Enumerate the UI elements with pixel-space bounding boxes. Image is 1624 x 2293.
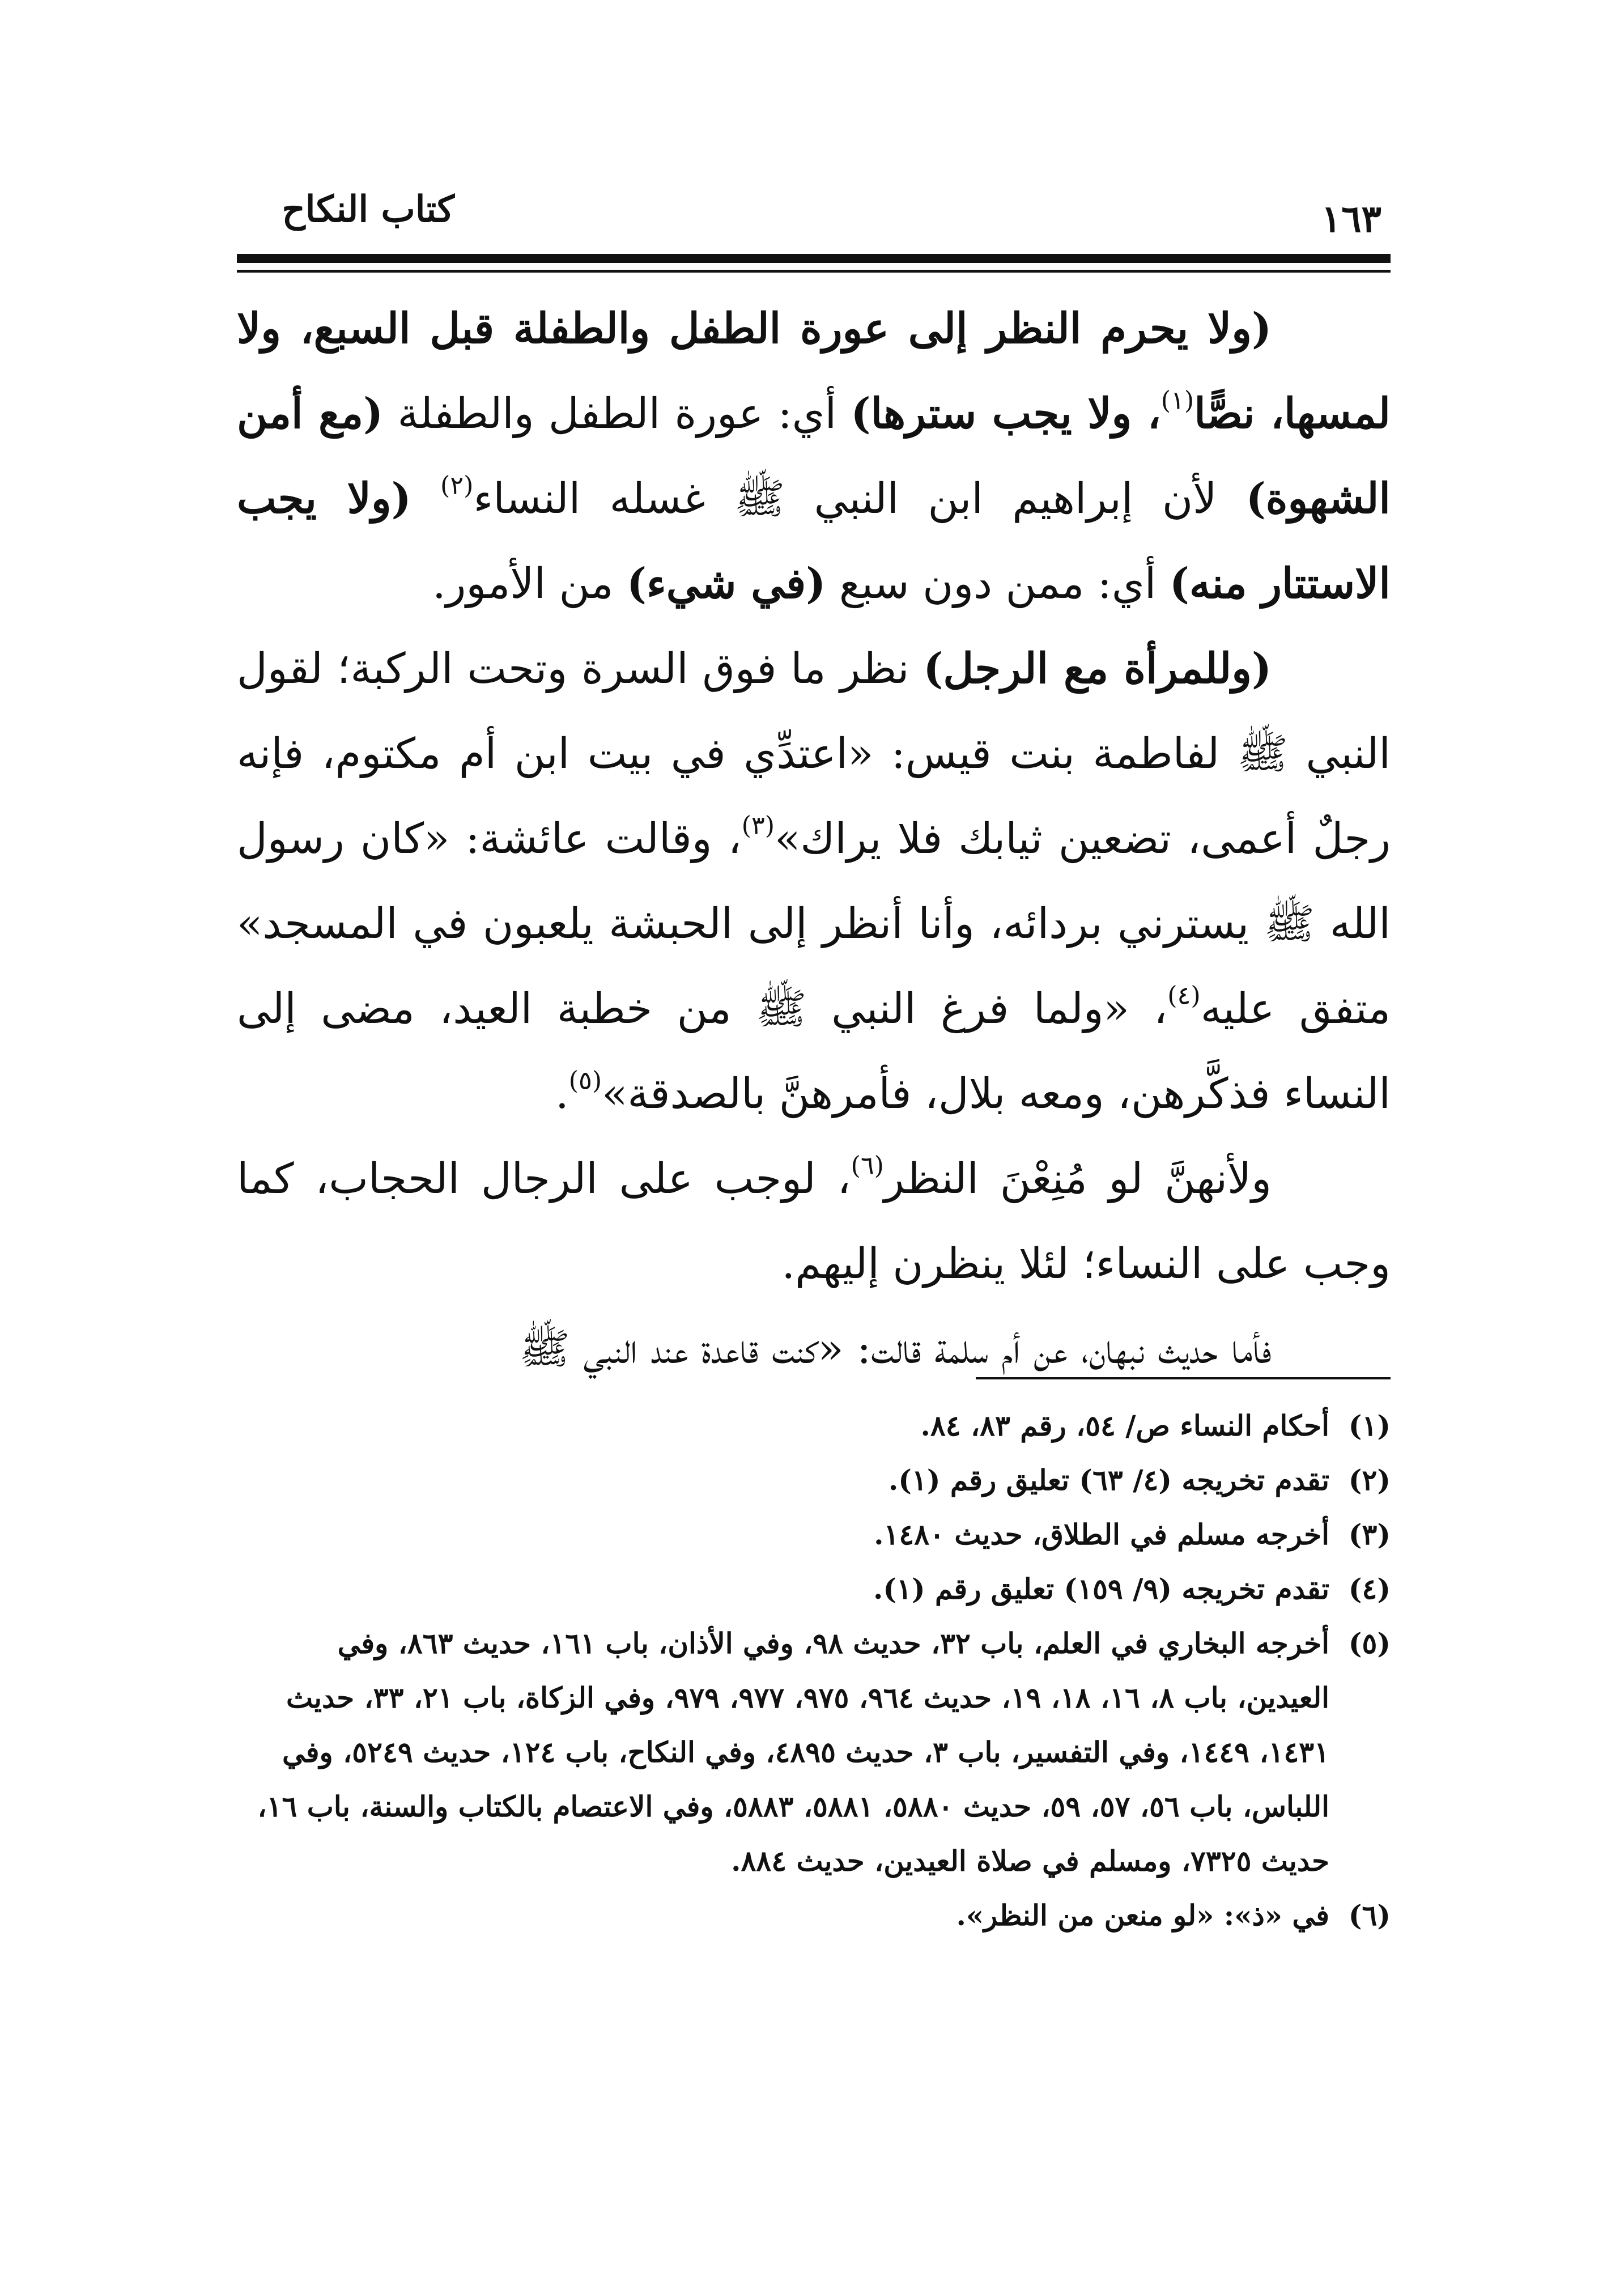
footnote-ref-3: (٣) <box>741 811 775 840</box>
commentary-text <box>411 474 440 523</box>
footnote-text: أحكام النساء ص/ ٥٤، رقم ٨٣، ٨٤. <box>920 1409 1329 1442</box>
footnote-number: (٤) <box>1348 1572 1391 1606</box>
commentary-text: . <box>555 1069 569 1118</box>
paragraph-3 <box>237 1136 1391 1306</box>
footnote-ref-6: (٦) <box>851 1151 884 1181</box>
footnote-text: أخرجه مسلم في الطلاق، حديث ١٤٨٠. <box>874 1518 1329 1551</box>
footnote-text: أخرجه البخاري في العلم، باب ٣٢، حديث ٩٨، وفي الأذان، باب ١٦١، حديث ٨٦٣، وفي العيدين، باب ٨، ١٦، ١٨، ١٩، حديث ٩٦٤، ٩٧٥، ٩٧٧، ٩٧٩، وفي الزكاة، باب ٢١، ٣٣، حديث ١٤٣١، ١٤٤٩، وفي التفسير، باب ٣، حديث ٤٨٩٥، وفي النكاح، باب ١٢٤، حديث ٥٢٤٩، وفي اللباس، باب ٥٦، ٥٧، ٥٩، حديث ٥٨٨٠، ٥٨٨١، ٥٨٨٣، وفي الاعتصام بالكتاب والسنة، باب ١٦، حديث ٧٣٢٥، ومسلم في صلاة العيدين، حديث ٨٨٤. <box>257 1627 1329 1878</box>
commentary-text: نظر ما فوق السرة وتحت الركبة؛ لقول النبي ﷺ لفاطمة بنت قيس: «اعتدِّي في بيت ابن أم مكتوم، فإنه رجلٌ أعمى، تضعين ثيابك فلا يراك» <box>237 644 1391 863</box>
footnote-text: تقدم تخريجه (٩/ ١٥٩) تعليق رقم (١). <box>873 1572 1329 1606</box>
footnote-1 <box>237 1399 1391 1453</box>
footnote-text: في «ذ»: «لو منعن من النظر». <box>956 1899 1329 1932</box>
footnote-text: تقدم تخريجه (٤/ ٦٣) تعليق رقم (١). <box>888 1463 1329 1497</box>
footnote-3 <box>237 1508 1391 1562</box>
matn-text: ، ولا يجب سترها) <box>851 389 1161 438</box>
footnote-separator <box>976 1377 1391 1379</box>
paragraph-1 <box>237 286 1391 626</box>
commentary-text: أي: عورة الطفل والطفلة <box>383 389 851 438</box>
matn-text: (ولا يجب الاستتار منه) <box>237 474 1391 608</box>
main-text <box>237 286 1391 1391</box>
commentary-text: أي: ممن دون سبع <box>826 559 1170 608</box>
footnotes <box>237 1399 1391 1943</box>
commentary-text: ، لوجب على الرجال الحجاب، كما وجب على النساء؛ لئلا ينظرن إليهم. <box>237 1154 1391 1288</box>
header-rule-thin <box>237 270 1391 273</box>
matn-text: (وللمرأة مع الرجل) <box>923 644 1272 693</box>
footnote-number: (٣) <box>1348 1518 1391 1551</box>
page-number: ١٦٣ <box>1321 197 1381 241</box>
footnote-5 <box>237 1616 1391 1888</box>
footnote-6 <box>237 1888 1391 1943</box>
footnote-number: (٥) <box>1348 1627 1391 1660</box>
footnote-ref-5: (٥) <box>568 1066 602 1095</box>
commentary-text: من الأمور. <box>432 559 627 608</box>
paragraph-2 <box>237 626 1391 1136</box>
header-rule-thick <box>237 254 1391 263</box>
footnote-number: (٦) <box>1348 1899 1391 1932</box>
footnote-2 <box>237 1453 1391 1508</box>
commentary-text: لأن إبراهيم ابن النبي ﷺ غسله النساء <box>473 474 1246 523</box>
footnote-4 <box>237 1562 1391 1616</box>
commentary-text: ، وقالت عائشة: «كان رسول الله ﷺ يسترني بردائه، وأنا أنظر إلى الحبشة يلعبون في المسجد» متفق عليه <box>237 814 1391 1033</box>
footnote-number: (٢) <box>1348 1463 1391 1497</box>
matn-text: (مع أمن الشهوة) <box>237 389 1391 523</box>
footnote-ref-4: (٤) <box>1167 981 1201 1010</box>
matn-text: (في شيء) <box>627 559 826 608</box>
commentary-text: ، «ولما فرغ النبي ﷺ من خطبة العيد، مضى إلى النساء فذكَّرهن، ومعه بلال، فأمرهنَّ بالصدقة» <box>237 984 1391 1118</box>
commentary-text: ولأنهنَّ لو مُنِعْنَ النظر <box>884 1154 1272 1203</box>
matn-text: (ولا يحرم النظر إلى عورة الطفل والطفلة قبل السبع، ولا لمسها، نصًّا <box>237 304 1391 438</box>
footnote-number: (١) <box>1348 1409 1391 1442</box>
footnote-ref-2: (٢) <box>440 471 474 500</box>
chapter-title: كتاب النكاح <box>282 188 454 231</box>
commentary-text: فأما حديث نبهان، عن أم سلمة قالت: «كنت قاعدة عند النبي ﷺ <box>519 1324 1272 1373</box>
footnote-ref-1: (١) <box>1160 386 1194 415</box>
